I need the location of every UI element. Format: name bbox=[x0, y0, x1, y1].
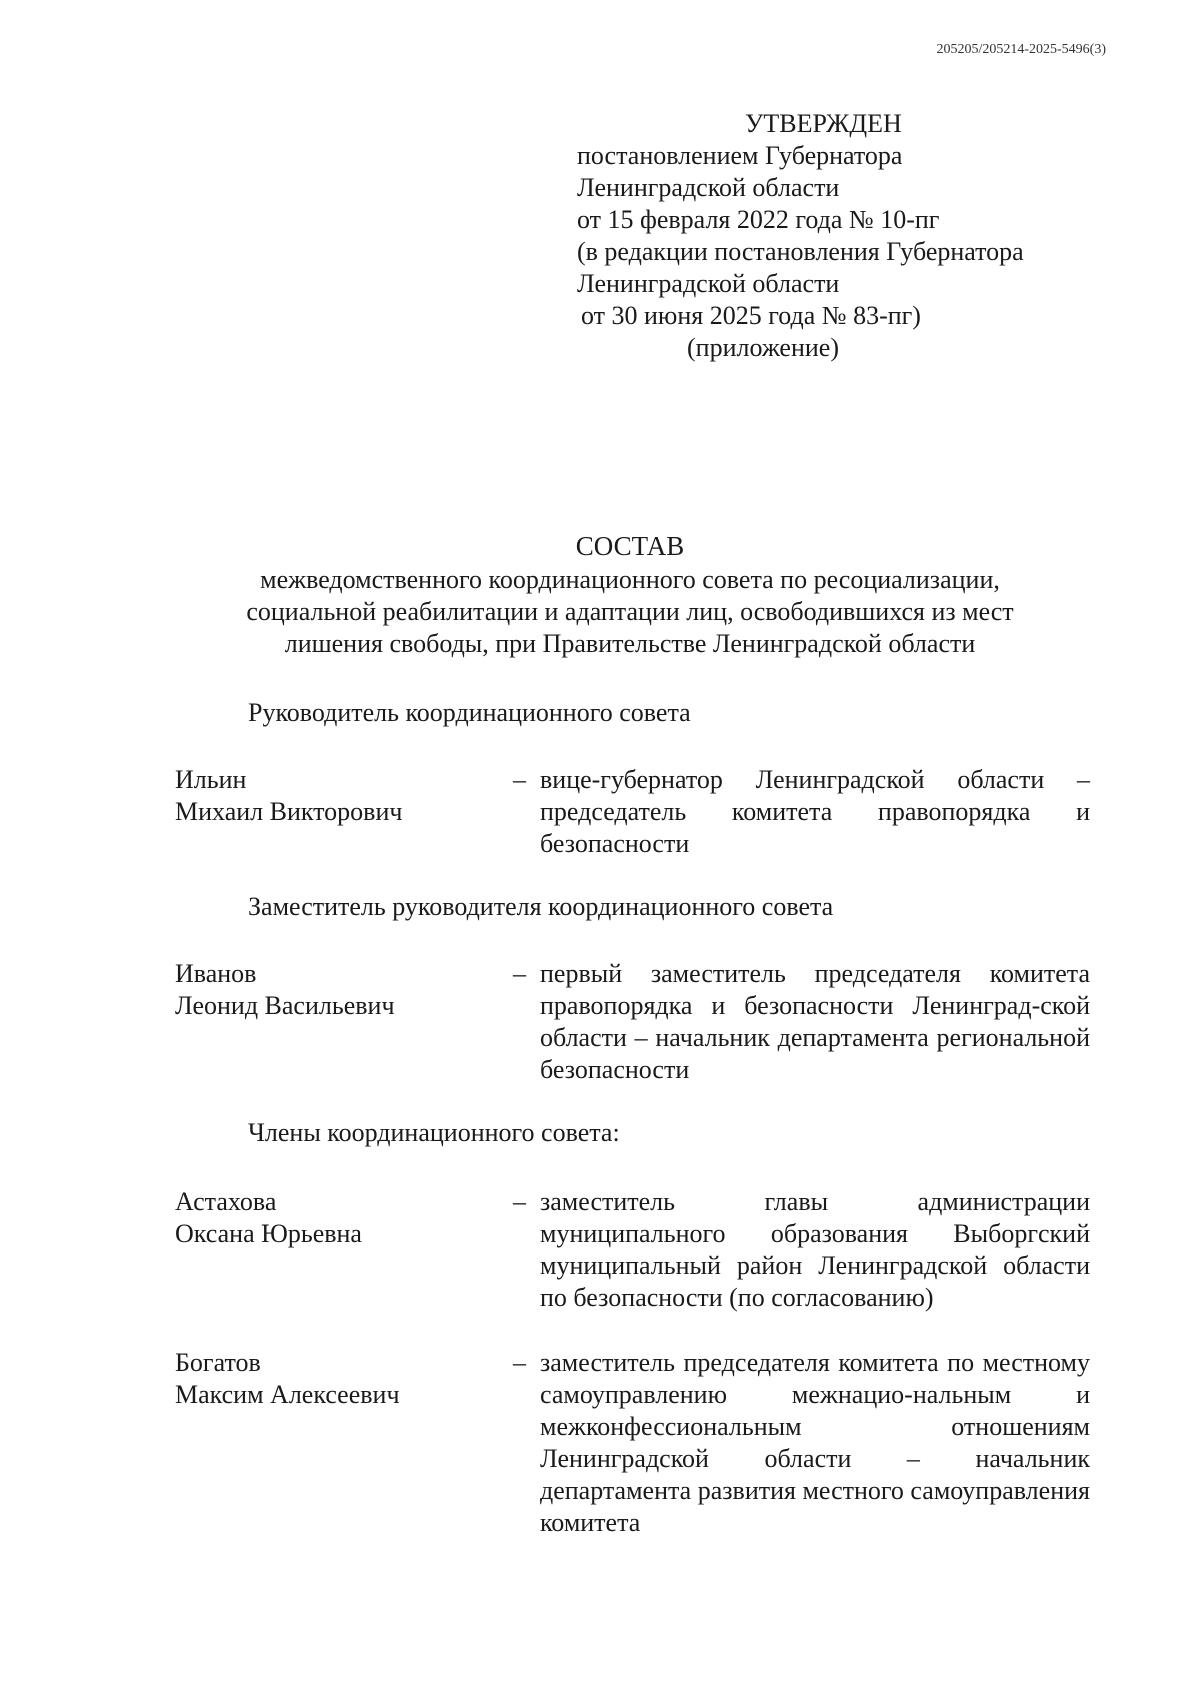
member-name bbox=[175, 764, 505, 828]
approval-line: от 30 июня 2025 года № 83-пг) bbox=[581, 301, 921, 330]
approval-line: от 15 февраля 2022 года № 10-пг bbox=[577, 205, 940, 234]
document-title-line: социальной реабилитации и адаптации лиц, освободившихся из мест bbox=[246, 597, 1014, 626]
member-surname: Иванов bbox=[175, 959, 257, 988]
section-title-head: Руководитель координационного совета bbox=[248, 698, 691, 727]
member-role: заместитель главы администрации муниципального образования Выборгский муниципальный район Ленинградской области по безопасности (по согласованию) bbox=[540, 1187, 1090, 1312]
document-title-block bbox=[150, 530, 1110, 660]
document-number: 205205/205214-2025-5496(3) bbox=[936, 42, 1106, 57]
approval-line: Ленинградской области bbox=[577, 269, 840, 298]
member-role: заместитель председателя комитета по местному самоуправлению межнацио-нальным и межконфессиональным отношениям Ленинградской области – начальник департамента развития местного самоуправления комитета bbox=[540, 1348, 1090, 1537]
member-dash: – bbox=[513, 1348, 526, 1377]
section-title-deputy: Заместитель руководителя координационного совета bbox=[248, 892, 834, 921]
approval-line: Ленинградской области bbox=[577, 173, 840, 202]
member-given-names: Максим Алексеевич bbox=[175, 1380, 400, 1409]
approval-line: постановлением Губернатора bbox=[577, 141, 903, 170]
member-surname: Богатов bbox=[175, 1348, 261, 1377]
member-surname: Астахова bbox=[175, 1187, 277, 1216]
member-given-names: Михаил Викторович bbox=[175, 797, 403, 826]
approval-appendix: (приложение) bbox=[687, 333, 840, 362]
approval-block bbox=[577, 108, 1097, 364]
member-dash: – bbox=[513, 959, 526, 988]
section-title-members: Члены координационного совета: bbox=[248, 1118, 620, 1147]
approval-title: УТВЕРЖДЕН bbox=[745, 109, 902, 138]
document-heading: СОСТАВ bbox=[575, 531, 685, 561]
member-name bbox=[175, 1347, 505, 1411]
document-title-line: лишения свободы, при Правительстве Ленинградской области bbox=[284, 629, 976, 658]
member-given-names: Оксана Юрьевна bbox=[175, 1219, 362, 1248]
member-role: вице-губернатор Ленинградской области – председатель комитета правопорядка и безопасности bbox=[540, 765, 1090, 858]
member-dash: – bbox=[513, 1187, 526, 1216]
document-title-line: межведомственного координационного совета по ресоциализации, bbox=[260, 565, 1000, 594]
member-dash: – bbox=[513, 765, 526, 794]
member-name bbox=[175, 958, 505, 1022]
approval-line: (в редакции постановления Губернатора bbox=[577, 237, 1024, 266]
member-surname: Ильин bbox=[175, 765, 247, 794]
member-given-names: Леонид Васильевич bbox=[175, 991, 395, 1020]
member-name bbox=[175, 1186, 505, 1250]
member-role: первый заместитель председателя комитета правопорядка и безопасности Ленинград-ской области – начальник департамента региональной безопасности bbox=[540, 959, 1090, 1084]
